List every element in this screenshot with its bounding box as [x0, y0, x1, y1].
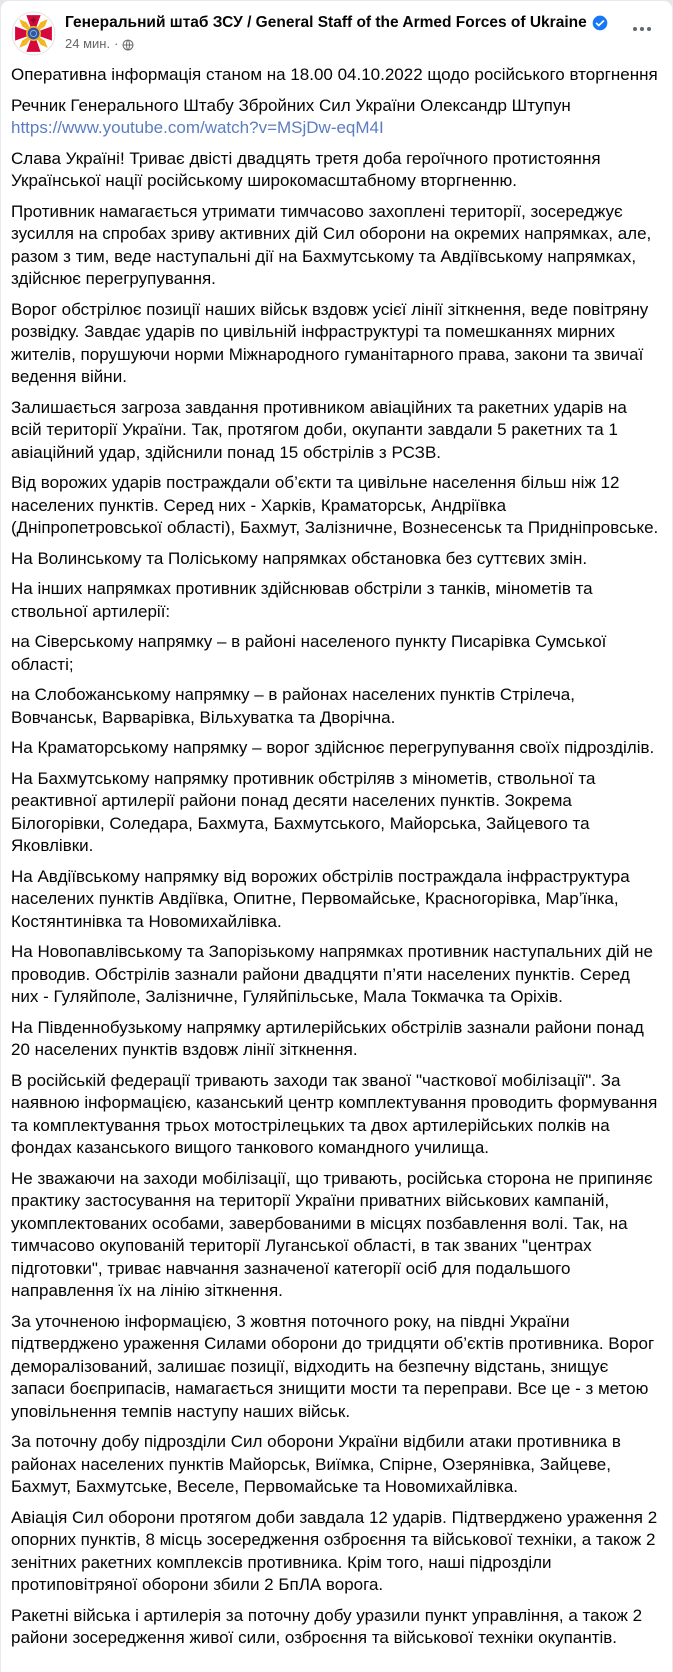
dot-icon	[640, 27, 644, 31]
meta-separator: ·	[114, 36, 119, 51]
post-paragraph: Від ворожих ударів постраждали об’єкти та цивільне населення більш ніж 12 населених пунктів. Серед них - Харків, Краматорськ, Андріївка (Дніпропетровської області), Бахмут, Залізничне, Вознесенськ та Придніпровське.	[11, 473, 659, 537]
post-body	[1, 58, 672, 1672]
timestamp-link[interactable]: 24 мин.	[65, 36, 111, 51]
post-paragraph: на Сіверському напрямку – в районі населеного пункту Писарівка Сумської області;	[11, 632, 607, 674]
post-paragraph: За поточну добу підрозділи Сил оборони України відбили атаки противника в районах населених пунктів Майорськ, Виїмка, Спірне, Озерянівка, Зайцеве, Бахмут, Бахмутське, Веселе, Первомайське та Новомихайлівка.	[11, 1432, 621, 1496]
post-paragraphs	[11, 148, 660, 1650]
post-paragraph: В російській федерації тривають заходи так званої "часткової мобілізації". За наявною інформацією, казанський центр комплектування проводить формування та комплектування трьох мотострілецьких та двох артилерійських полків на фондах казанського вищого танкового командного училища.	[11, 1070, 658, 1157]
post-paragraph: За уточненою інформацією, 3 жовтня поточного року, на півдні України підтверджено ураження Силами оборони до тридцяти об’єктів противника. Ворог деморалізований, залишає позиції, відходить на безпечну відстань, знищує запаси боєприпасів, намагається знищити мости та переправи. Все це - з метою уповільнення темпів наступу наших військ.	[11, 1311, 655, 1421]
dot-icon	[647, 27, 651, 31]
page-name-link[interactable]: Генеральний штаб ЗСУ / General Staff of the Armed Forces of Ukraine	[65, 14, 587, 31]
post-paragraph: На Бахмутському напрямку противник обстріляв з мінометів, ствольної та реактивної артилерії райони понад десяти населених пунктів. Зокрема Білогорівки, Соледара, Бахмута, Бахмутського, Майорська, Зайцевого та Яковлівки.	[11, 768, 596, 855]
post-paragraph: Ворог обстрілює позиції наших військ вздовж усієї лінії зіткнення, веде повітряну розвідку. Завдає ударів по цивільній інфраструктурі та помешканнях мирних жителів, порушуючи норми Міжнародного гуманітарного права, закони та звичаї ведення війни.	[11, 299, 649, 386]
globe-audience-icon	[122, 39, 134, 51]
youtube-link[interactable]: https://www.youtube.com/watch?v=MSjDw-eqM4I	[11, 118, 384, 137]
more-options-button[interactable]	[626, 13, 658, 45]
post-paragraph: На інших напрямках противник здійснював обстріли з танків, мінометів та ствольної артилерії:	[11, 579, 593, 621]
post-paragraph: Авіація Сил оборони протягом доби завдала 12 ударів. Підтверджено ураження 2 опорних пунктів, 8 місць зосередження озброєння та військової техніки, а також 2 зенітних ракетних комплексів противника. Крім того, наші підрозділи протиповітряної оборони збили 2 БпЛА ворога.	[11, 1507, 658, 1594]
post-paragraph: Противник намагається утримати тимчасово захоплені території, зосереджує зусилля на спробах зриву активних дій Сил оборони на окремих напрямках, але, разом з тим, веде наступальні дії на Бахмутському та Авдіївському напрямках, здійснює перегрупування.	[11, 201, 652, 288]
post-paragraph: На Південнобузькому напрямку артилерійських обстрілів зазнали райони понад 20 населених пунктів вздовж лінії зіткнення.	[11, 1017, 644, 1059]
post-paragraph: на Слобожанському напрямку – в районах населених пунктів Стрілеча, Вовчанськ, Варварівка, Вільхуватка та Дворічна.	[11, 685, 575, 727]
dot-icon	[633, 27, 637, 31]
post-paragraph: На Волинському та Поліському напрямках обстановка без суттєвих змін.	[11, 548, 588, 568]
verified-badge-icon	[592, 15, 608, 31]
post-paragraph: На Новопавлівському та Запорізькому напрямках противник наступальних дій не проводив. Обстрілів зазнали райони двадцяти п’яти населених пунктів. Серед них - Гуляйполе, Залізничне, Гуляйпільське, Мала Токмачка та Оріхів.	[11, 942, 653, 1006]
post-paragraph: На Авдіївському напрямку від ворожих обстрілів постраждала інфраструктура населених пунктів Авдіївка, Опитне, Первомайське, Красногорівка, Мар’їнка, Костянтинівка та Новомихайлівка.	[11, 866, 630, 931]
spokesman-line: Речник Генерального Штабу Збройних Сил України Олександр Штупун	[11, 95, 571, 115]
post-paragraph: На Краматорському напрямку – ворог здійснює перегрупування своїх підрозділів.	[11, 738, 655, 757]
post-meta-row	[65, 36, 626, 52]
post-paragraph: Ракетні війська і артилерія за поточну добу уразили пункт управління, а також 2 райони зосередження живої сили, озброєння та військової техніки окупантів.	[11, 1605, 643, 1647]
general-staff-emblem-icon	[11, 11, 56, 56]
post-header	[1, 1, 672, 58]
header-text-block	[65, 11, 626, 52]
spokesman-block	[11, 95, 660, 140]
post-paragraph: Не зважаючи на заходи мобілізації, що тривають, російська сторона не припиняє практику застосування на території України приватних військових кампаній, укомплектованих особами, завербованими в місцях позбавлення волі. Так, на тимчасово окупованій території Луганської області, в так званих "центрах підготовки", триває навчання зазначеної категорії осіб для подальшого направлення їх на лінію зіткнення.	[11, 1168, 653, 1300]
page-avatar[interactable]	[11, 11, 56, 56]
post-paragraph: Слава Україні! Триває двісті двадцять третя доба героїчного протистояння Української нації російському широкомасштабному вторгненню.	[11, 148, 601, 190]
post-intro-line: Оперативна інформація станом на 18.00 04.10.2022 щодо російського вторгнення	[11, 65, 658, 84]
post-paragraph: Залишається загроза завдання противником авіаційних та ракетних ударів на всій території України. Так, протягом доби, окупанти завдали 5 ракетних та 1 авіаційний удар, здійснили понад 15 обстрілів з РСЗВ.	[11, 397, 627, 462]
